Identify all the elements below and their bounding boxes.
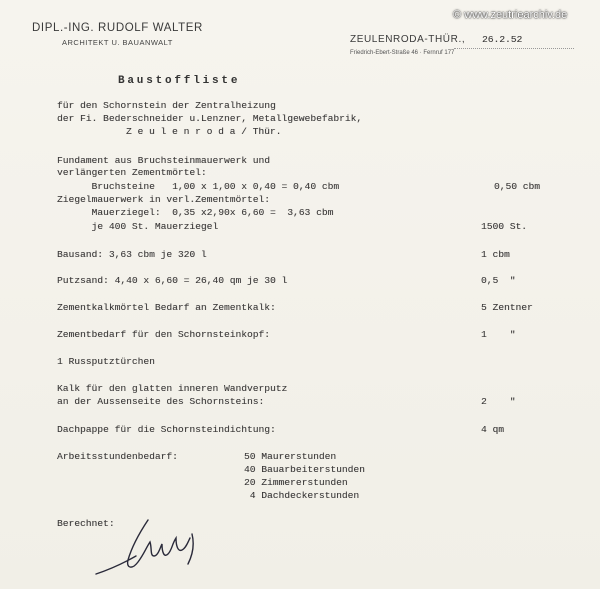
item-line: Putzsand: 4,40 x 6,60 = 26,40 qm je 30 l	[57, 275, 288, 286]
calculated-label: Berechnet:	[57, 518, 115, 529]
letter-date: 26.2.52	[482, 34, 523, 45]
item-line: Zementkalkmörtel Bedarf an Zementkalk:	[57, 302, 276, 313]
item-line: Kalk für den glatten inneren Wandverputz	[57, 383, 288, 394]
item-amount: 0,50 cbm	[494, 181, 541, 192]
letterhead-place: ZEULENRODA-THÜR.,	[350, 34, 466, 45]
letterhead-name: DIPL.-ING. RUDOLF WALTER	[32, 22, 203, 34]
work-hours-item: 40 Bauarbeiterstunden	[244, 464, 365, 475]
item-amount: 1 cbm	[481, 249, 510, 260]
work-hours-item: 4 Dachdeckerstunden	[244, 490, 360, 501]
watermark: © www.zeutriearchiv.de	[453, 9, 568, 21]
work-hours-item: 50 Maurerstunden	[244, 451, 337, 462]
item-line: je 400 St. Mauerziegel	[57, 221, 219, 232]
item-line: 1 Russputztürchen	[57, 356, 155, 367]
item-amount: 1500 St.	[481, 221, 528, 232]
intro-line: der Fi. Bederschneider u.Lenzner, Metallgewebefabrik,	[57, 113, 363, 124]
intro-line: für den Schornstein der Zentralheizung	[57, 100, 276, 111]
handwritten-signature	[88, 512, 208, 584]
intro-line: Z e u l e n r o d a / Thür.	[126, 126, 282, 137]
item-line: Bausand: 3,63 cbm je 320 l	[57, 249, 207, 260]
letterhead-address: Friedrich-Ebert-Straße 46 · Fernruf 177	[350, 50, 455, 56]
item-amount: 0,5 "	[481, 275, 516, 286]
document-title: Baustoffliste	[118, 75, 241, 87]
item-line: Zementbedarf für den Schornsteinkopf:	[57, 329, 271, 340]
item-amount: 5 Zentner	[481, 302, 533, 313]
item-line: Dachpappe für die Schornsteindichtung:	[57, 424, 276, 435]
item-amount: 2 "	[481, 396, 516, 407]
item-line: Bruchsteine 1,00 x 1,00 x 0,40 = 0,40 cbm	[57, 181, 340, 192]
item-amount: 4 qm	[481, 424, 505, 435]
work-hours-label: Arbeitsstundenbedarf:	[57, 451, 178, 462]
date-line	[454, 48, 574, 49]
work-hours-item: 20 Zimmererstunden	[244, 477, 348, 488]
item-line: verlängerten Zementmörtel:	[57, 167, 207, 178]
item-line: Fundament aus Bruchsteinmauerwerk und	[57, 155, 271, 166]
item-line: Ziegelmauerwerk in verl.Zementmörtel:	[57, 194, 271, 205]
item-amount: 1 "	[481, 329, 516, 340]
item-line: an der Aussenseite des Schornsteins:	[57, 396, 265, 407]
item-line: Mauerziegel: 0,35 x2,90x 6,60 = 3,63 cbm	[57, 207, 334, 218]
letterhead-subtitle: ARCHITEKT U. BAUANWALT	[62, 38, 173, 47]
